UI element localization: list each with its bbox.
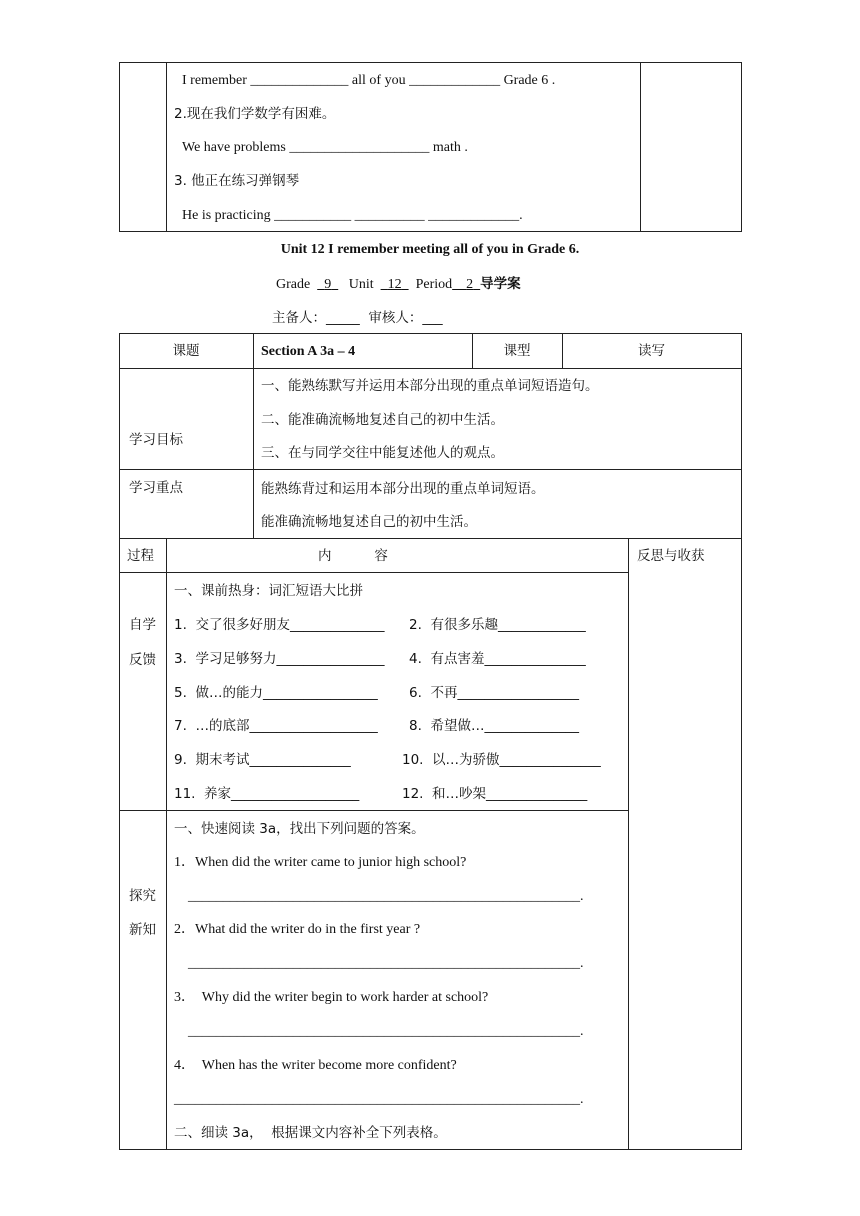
vocab-item: 9. 期末考试_______________ [174, 752, 351, 768]
answer-line-3: ________________________________________________________. [188, 1024, 584, 1039]
vocab-item: 2. 有很多乐趣_____________ [409, 617, 586, 633]
vocab-item: 11. 养家___________________ [174, 786, 360, 802]
top-line-5: He is practicing ___________ __________ _____________. [182, 208, 523, 223]
unit-value: 12 [387, 277, 402, 292]
vocab-item: 5. 做…的能力_________________ [174, 685, 378, 701]
answer-line-4: __________________________________________________________. [174, 1092, 584, 1107]
focus-label: 学习重点 [129, 480, 183, 496]
topic-label: 课题 [172, 343, 200, 359]
goals-label: 学习目标 [129, 432, 183, 448]
vocab-item: 1. 交了很多好朋友______________ [174, 617, 385, 633]
vocab-item: 6. 不再__________________ [409, 685, 579, 701]
grade-value: 9 [324, 277, 332, 292]
explore-label-1: 探究 [129, 888, 156, 904]
unit-label: Unit [348, 277, 374, 292]
question-2: 2．What did the writer do in the first year ? [174, 922, 421, 937]
grade-label: Grade [276, 277, 311, 292]
self-study-label-1: 自学 [129, 617, 156, 633]
period-label: Period [415, 277, 453, 292]
process-header: 过程 [127, 548, 154, 564]
explore-label-2: 新知 [129, 922, 156, 938]
grade-info [276, 275, 521, 294]
vocab-item: 7. …的底部___________________ [174, 718, 378, 734]
topic-value: Section A 3a – 4 [261, 344, 356, 359]
top-line-1: I remember ______________ all of you _____________ Grade 6 . [182, 73, 556, 88]
goal-2: 二、能准确流畅地复述自己的初中生活。 [261, 412, 504, 428]
goal-1: 一、能熟练默写并运用本部分出现的重点单词短语造句。 [261, 378, 599, 394]
answer-line-2: ________________________________________________________. [188, 956, 584, 971]
reading-title: 一、快速阅读 3a，找出下列问题的答案。 [174, 821, 425, 837]
reflection-header: 反思与收获 [637, 548, 705, 564]
vocab-item: 10. 以…为骄傲_______________ [402, 752, 601, 768]
question-4: 4． When has the writer become more confident? [174, 1058, 457, 1073]
vocab-item: 8. 希望做…______________ [409, 718, 579, 734]
top-line-2: 2.现在我们学数学有困难。 [174, 106, 336, 122]
type-label: 课型 [503, 343, 531, 359]
page-title: Unit 12 I remember meeting all of you in Grade 6. [280, 242, 580, 257]
preparers-line: 主备人：_____ 审核人：___ [272, 310, 443, 326]
vocab-item: 12. 和…吵架_______________ [402, 786, 588, 802]
vocab-item: 3. 学习足够努力________________ [174, 651, 385, 667]
focus-2: 能准确流畅地复述自己的初中生活。 [261, 514, 477, 530]
answer-line-1: ________________________________________________________. [188, 889, 584, 904]
period-value: 2 [466, 277, 474, 292]
focus-1: 能熟练背过和运用本部分出现的重点单词短语。 [261, 481, 545, 497]
detail-title: 二、细读 3a， 根据课文内容补全下列表格。 [174, 1125, 447, 1141]
warmup-title: 一、课前热身：词汇短语大比拼 [174, 583, 363, 599]
top-line-3: We have problems ____________________ math . [182, 140, 468, 155]
type-value: 读写 [638, 343, 665, 359]
content-header: 内 容 [318, 548, 388, 564]
self-study-label-2: 反馈 [129, 652, 156, 668]
top-line-4: 3. 他正在练习弹钢琴 [174, 173, 300, 189]
goal-3: 三、在与同学交往中能复述他人的观点。 [261, 445, 504, 461]
question-1: 1．When did the writer came to junior high school? [174, 855, 467, 870]
guide-label: 导学案 [480, 276, 521, 292]
vocab-item: 4. 有点害羞_______________ [409, 651, 586, 667]
question-3: 3． Why did the writer begin to work harder at school? [174, 990, 489, 1005]
